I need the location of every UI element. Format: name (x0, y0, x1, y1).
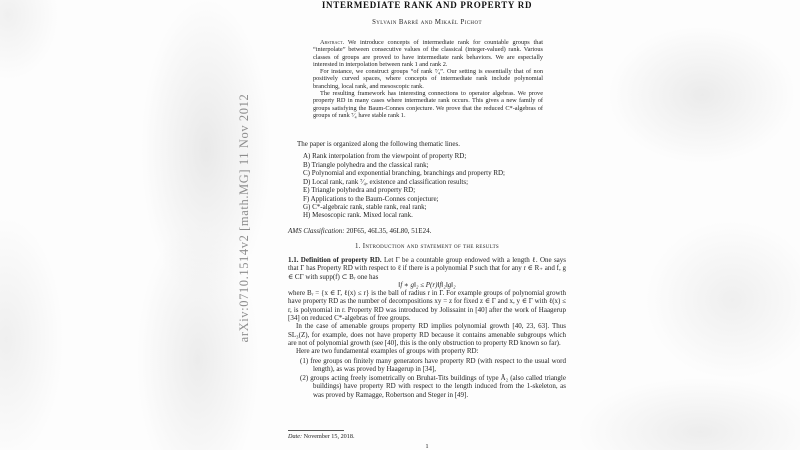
paper-authors: Sylvain Barré and Mikaël Pichot (372, 19, 482, 26)
paper-page (288, 0, 566, 450)
abstract-text-1: We introduce concepts of intermediate rank for countable groups that “interpolate” between consecutive values of the classical (integer-valued) rank. Various classes of groups are proved to have intermediate rank behaviors. We are especially interested in interpolation between rank 1 and rank 2. (313, 39, 543, 68)
page-number: 1 (425, 443, 429, 450)
abstract-paragraph-1 (313, 39, 543, 68)
subsection-heading: 1.1. Definition of property RD. (288, 256, 382, 264)
examples-list (288, 357, 566, 399)
outline-item: C) Polynomial and exponential branching, branchings and property RD; (303, 169, 505, 178)
abstract-paragraph-2: For instance, we construct groups “of rank ⁷⁄₄”. Our setting is essentially that of non positively curved spaces, where concepts of intermediate rank include polynomial branching, local rank, and mesoscopic rank. (313, 68, 543, 90)
example-item: (2) groups acting freely isometrically on Bruhat-Tits buildings of type Ã₂ (also called triangle buildings) have property RD with respect to the length induced from the 1-skeleton, as was proved by Ramagge, Robertson and Steger in [49]. (300, 374, 566, 399)
definition-paragraph (288, 256, 566, 281)
outline-item: E) Triangle polyhedra and property RD; (303, 186, 416, 195)
section-heading: 1. Introduction and statement of the results (354, 243, 500, 250)
outline-intro: The paper is organized along the following thematic lines. (297, 140, 460, 148)
arxiv-watermark: arXiv:0710.1514v2 [math.MG] 11 Nov 2012 (237, 93, 251, 343)
definition-text: Let Γ be a countable group endowed with a length ℓ. One says that Γ has Property RD with respect to ℓ if there is a polynomial P such that for any r ∈ R₊ and f, g ∈ CΓ with supp(f) ⊂ Bᵣ one has (288, 256, 566, 281)
introduction-body (288, 256, 566, 399)
body-paragraph-examples-intro: Here are two fundamental examples of groups with property RD: (296, 347, 479, 356)
date-value: November 15, 2018. (302, 433, 355, 440)
footnote-rule (288, 430, 344, 431)
body-paragraph-amenable: In the case of amenable groups property RD implies polynomial growth [40, 23, 63]. Thus SL₃(Z), for example, does not have property RD because it contains amenable subgroups which are not of polynomial growth (see [40], this is the only obstruction to property RD known so far). (288, 322, 566, 347)
outline-item: G) C*-algebraic rank, stable rank, real rank; (303, 203, 427, 212)
abstract (313, 39, 543, 119)
ams-codes: 20F65, 46L35, 46L80, 51E24. (344, 227, 432, 235)
thematic-outline (288, 140, 566, 220)
example-item: (1) free groups on finitely many generators have property RD (with respect to the usual word length), as was proved by Haagerup in [34], (300, 356, 566, 373)
paper-title: INTERMEDIATE RANK AND PROPERTY RD (321, 0, 533, 10)
outline-item: F) Applications to the Baum-Connes conjecture; (303, 194, 439, 203)
outline-list (288, 152, 566, 220)
outline-item: H) Mesoscopic rank. Mixed local rank. (303, 211, 413, 220)
abstract-paragraph-3: The resulting framework has interesting connections to operator algebras. We prove property RD in many cases where intermediate rank occurs. This gives a new family of groups satisfying the Baum-Connes conjecture. We prove that the reduced C*-algebras of groups of rank ⁷⁄₄ have stable rank 1. (313, 90, 543, 119)
footnote (288, 430, 566, 440)
display-formula: ‖f ∗ g‖₂ ≤ P(r)‖f‖₂‖g‖₂ (398, 280, 456, 289)
ams-classification (288, 227, 566, 235)
paper-header (288, 0, 566, 26)
outline-item: B) Triangle polyhedra and the classical rank; (303, 160, 429, 169)
date-label: Date: (288, 433, 303, 440)
body-paragraph-where: where Bᵣ = {x ∈ Γ, ℓ(x) ≤ r} is the ball of radius r in Γ. For example groups of polynomial growth have property RD as the number of decompositions xy = z for fixed z ∈ Γ and x, y ∈ Γ with ℓ(x) ≤ r, is polynomial in r. Property RD was introduced by Jolissaint in [40] after the work of Haagerup [34] on reduced C*-algebras of free groups. (288, 289, 566, 323)
ams-label: AMS Classification: (288, 227, 345, 235)
abstract-label: Abstract. (320, 39, 345, 46)
outline-item: A) Rank interpolation from the viewpoint of property RD; (303, 152, 467, 161)
outline-item: D) Local rank, rank ⁷⁄₄, existence and classification results; (303, 177, 469, 186)
